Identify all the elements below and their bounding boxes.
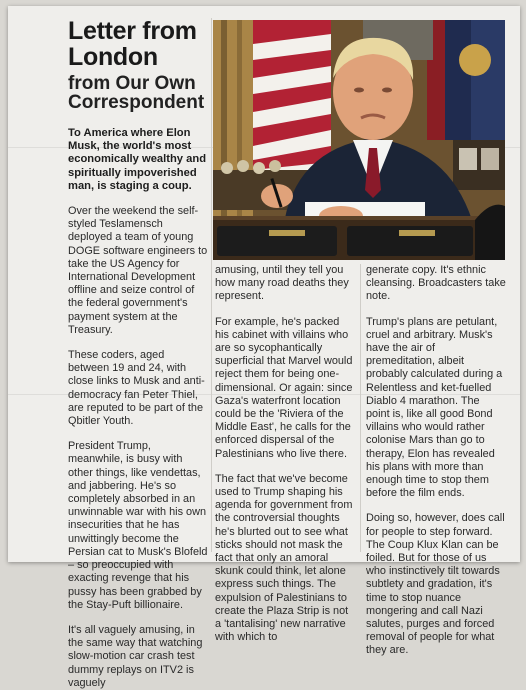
middle-column [215, 264, 355, 644]
column-rule [360, 264, 361, 552]
headline: Letter from London [68, 17, 197, 71]
column-rule [211, 18, 212, 552]
subhead: from Our Own Correspondent [68, 73, 205, 113]
body-paragraph: President Trump, meanwhile, is busy with other things, like vendettas, and jabbering. He's so completely absorbed in an unwinnable war with his own insecurities that he has unwittingly become the Persian cat to Musk's Blofeld – so preoccupied with exacting revenge that his pussy has been grabbed by the Stay-Puft billionaire. [68, 440, 208, 611]
body-paragraph: Trump's plans are petulant, cruel and arbitrary. Musk's have the air of premeditation, albeit probably calculated during a Relentless and ket-fuelled Diablo 4 marathon. The point is, like all good Bond villains who would rather colonise Mars than go to therapy, Elon has revealed his plans with more than enough time to stop them before the film ends. [366, 315, 503, 500]
body-paragraph: These coders, aged between 19 and 24, with close links to Musk and anti-democracy fan Peter Thiel, are reputed to be part of the Qbitler Youth. [68, 349, 205, 428]
standfirst: To America where Elon Musk, the world's most economically wealthy and spiritually impoverished man, is staging a coup. [68, 127, 207, 192]
body-paragraph: The fact that we've become used to Trump shaping his agenda for government from the controversial thoughts he's blurted out to see what sticks should not mask the fact that only an amoral skunk could think, let alone express such things. The expulsion of Palestinians to create the Plaza Strip is not a 'tantalising' new narrative with which to [215, 472, 353, 644]
body-paragraph: Doing so, however, does call for people to step forward. The Coup Klux Klan can be foiled. But for those of us who instinctively tilt towards subtlety and gradation, it's time to stop nuance mongering and call Nazi salutes, purges and forced removal of people for what they are. [366, 512, 505, 657]
body-paragraph: amusing, until they tell you how many road deaths they represent. [215, 264, 349, 303]
body-paragraph: generate copy. It's ethnic cleansing. Broadcasters take note. [366, 264, 506, 303]
newspaper-page [8, 6, 520, 689]
body-paragraph: Over the weekend the self-styled Teslamensch deployed a team of young DOGE software engineers to take the US Agency for International Development offline and seize control of the federal government's payment system at the Treasury. [68, 205, 208, 336]
body-paragraph: It's all vaguely amusing, in the same way that watching slow-motion car crash test dummy replays on ITV2 is vaguely [68, 623, 203, 689]
photo-trump-signing-desk [213, 20, 505, 260]
right-column [366, 264, 506, 658]
body-paragraph: For example, he's packed his cabinet with villains who are so sycophantically superficial that Marvel would reject them for being one-dimensional. Or again: since Gaza's waterfront location could be the 'Riviera of the Middle East', he calls for the enforced dispersal of the Palestinians who live there. [215, 315, 353, 460]
left-column [68, 18, 208, 690]
